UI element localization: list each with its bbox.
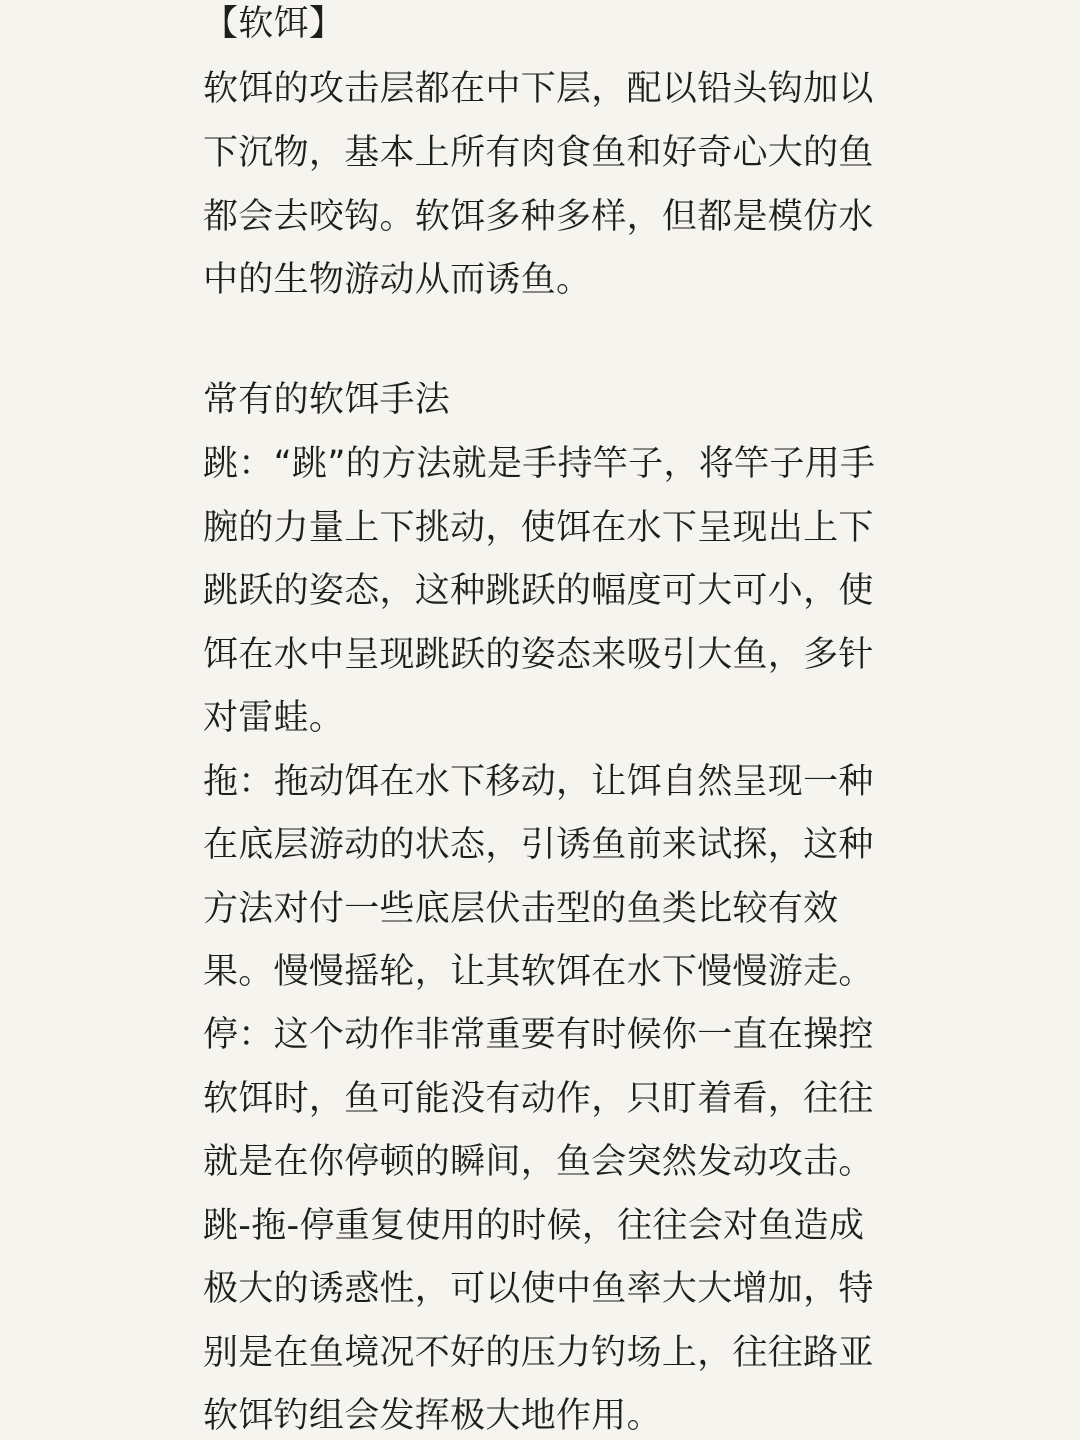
text-line: 极大的诱惑性，可以使中鱼率大大增加，特 — [203, 1269, 874, 1309]
text-line: 饵在水中呈现跳跃的姿态来吸引大鱼，多针 — [203, 635, 874, 675]
text-line: 跳-拖-停重复使用的时候，往往会对鱼造成 — [203, 1206, 865, 1246]
text-line: 软饵钓组会发挥极大地作用。 — [203, 1396, 662, 1436]
text-line: 就是在你停顿的瞬间，鱼会突然发动攻击。 — [203, 1142, 874, 1182]
text-line: 软饵的攻击层都在中下层，配以铅头钩加以 — [203, 69, 874, 109]
text-line: 下沉物，基本上所有肉食鱼和好奇心大的鱼 — [203, 133, 874, 173]
text-line: 软饵时，鱼可能没有动作，只盯着看，往往 — [203, 1079, 874, 1119]
text-line: 方法对付一些底层伏击型的鱼类比较有效 — [203, 889, 839, 929]
text-line: 别是在鱼境况不好的压力钓场上，往往路亚 — [203, 1333, 874, 1373]
text-line: 对雷蛙。 — [203, 698, 345, 738]
text-line: 拖：拖动饵在水下移动，让饵自然呈现一种 — [203, 762, 874, 802]
text-line: 都会去咬钩。软饵多种多样，但都是模仿水 — [203, 197, 874, 237]
text-line: 中的生物游动从而诱鱼。 — [203, 260, 592, 300]
article-title: 【软饵】 — [203, 4, 345, 44]
text-line: 跳跃的姿态，这种跳跃的幅度可大可小，使 — [203, 571, 874, 611]
text-line: 腕的力量上下挑动，使饵在水下呈现出上下 — [203, 508, 874, 548]
text-line: 停：这个动作非常重要有时候你一直在操控 — [203, 1015, 874, 1055]
text-line: 在底层游动的状态，引诱鱼前来试探，这种 — [203, 825, 874, 865]
text-line: 果。慢慢摇轮，让其软饵在水下慢慢游走。 — [203, 952, 874, 992]
text-line: 跳：“跳”的方法就是手持竿子，将竿子用手 — [203, 444, 876, 484]
section-heading: 常有的软饵手法 — [203, 380, 451, 420]
